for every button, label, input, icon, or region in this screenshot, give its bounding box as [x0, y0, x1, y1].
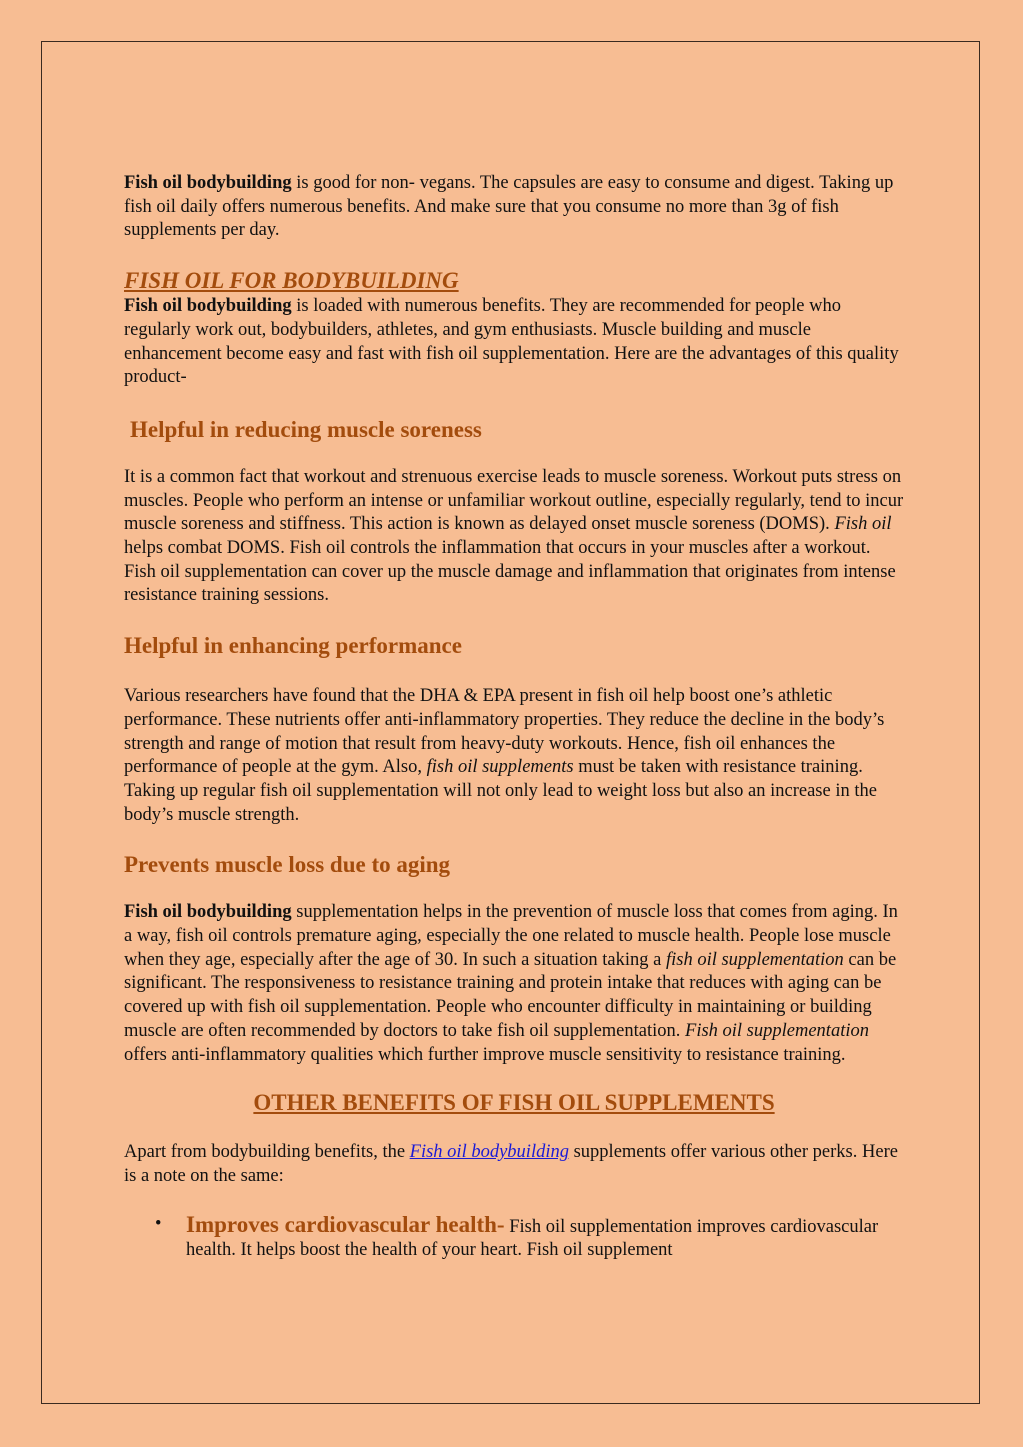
subheading-aging: Prevents muscle loss due to aging: [124, 852, 451, 878]
other-benefits-paragraph: [124, 1141, 904, 1188]
aging-text-2: can be significant. The responsiveness to resistance training and protein intake that reduces with aging can be covered up with fish oil supplementation. People who encounter difficulty in maintaining or building muscle are often recommended by doctors to take fish oil supplementation.: [124, 949, 897, 1041]
performance-italic: fish oil supplements: [426, 757, 574, 778]
aging-italic-1: fish oil supplementation: [665, 949, 844, 970]
subheading-performance: Helpful in enhancing performance: [124, 633, 462, 659]
intro-text: is good for non- vegans. The capsules are easy to consume and digest. Taking up fish oil daily offers numerous benefits. And make sure that you consume no more than 3g of fish supplements per day.: [124, 173, 894, 241]
fish-oil-bodybuilding-link[interactable]: Fish oil bodybuilding: [409, 1142, 569, 1163]
performance-text-1: Various researchers have found that the DHA & EPA present in fish oil help boost one’s athletic performance. These nutrients offer anti-inflammatory properties. They reduce the decline in the body’s strength and range of motion that result from heavy-duty workouts. Hence, fish oil enhances the performance of people at the gym. Also,: [124, 686, 885, 778]
benefit-text: Fish oil supplementation improves cardiovascular health. It helps boost the health of your heart. Fish oil supplement: [186, 1216, 879, 1261]
aging-text-3: offers anti-inflammatory qualities which further improve muscle sensitivity to resistance training.: [124, 1044, 846, 1065]
performance-paragraph: [124, 685, 904, 827]
list-item: [155, 1211, 904, 1263]
section1-paragraph: [124, 295, 904, 390]
bullet-icon: •: [155, 1213, 162, 1234]
other-text-2: supplements offer various other perks. Here is a note on the same:: [124, 1142, 898, 1186]
aging-italic-2: Fish oil supplementation: [685, 1020, 869, 1041]
other-benefits-heading: OTHER BENEFITS OF FISH OIL SUPPLEMENTS: [253, 1090, 775, 1116]
soreness-italic: Fish oil: [834, 514, 892, 535]
section1-text: is loaded with numerous benefits. They are recommended for people who regularly work out, bodybuilders, athletes, and gym enthusiasts. Muscle building and muscle enhancement become easy and fast with fish oil supplementation. Here are the advantages of this quality product-: [124, 296, 899, 388]
intro-paragraph: [124, 172, 904, 243]
section1-bold-term: Fish oil bodybuilding: [124, 296, 292, 317]
subheading-muscle-soreness: Helpful in reducing muscle soreness: [130, 416, 482, 442]
intro-bold-term: Fish oil bodybuilding: [124, 173, 292, 193]
section-heading-fish-oil-for-bodybuilding: FISH OIL FOR BODYBUILDING: [124, 268, 459, 294]
soreness-paragraph: [124, 466, 904, 608]
aging-bold-term: Fish oil bodybuilding: [124, 902, 292, 923]
other-text-1: Apart from bodybuilding benefits, the: [124, 1142, 410, 1163]
soreness-text-1: It is a common fact that workout and strenuous exercise leads to muscle soreness. Workout puts stress on muscles. People who perform an intense or unfamiliar workout outline, especially regularly, tend to incur muscle soreness and stiffness. This action is known as delayed onset muscle soreness (DOMS).: [124, 466, 904, 535]
benefits-list: [124, 1213, 904, 1263]
document-body: [124, 172, 904, 1263]
aging-paragraph: [124, 901, 904, 1067]
performance-text-2: must be taken with resistance training. Taking up regular fish oil supplementation will not only lead to weight loss but also an increase in the body’s muscle strength.: [124, 757, 877, 825]
soreness-text-2: helps combat DOMS. Fish oil controls the inflammation that occurs in your muscles after a workout. Fish oil supplementation can cover up the muscle damage and inflammation that originates from intense resistance training sessions.: [124, 538, 896, 606]
benefit-title: Improves cardiovascular health-: [186, 1211, 505, 1237]
aging-text-1: supplementation helps in the prevention of muscle loss that comes from aging. In a way, fish oil controls premature aging, especially the one related to muscle health. People lose muscle when they age, especially after the age of 30. In such a situation taking a: [124, 902, 898, 970]
